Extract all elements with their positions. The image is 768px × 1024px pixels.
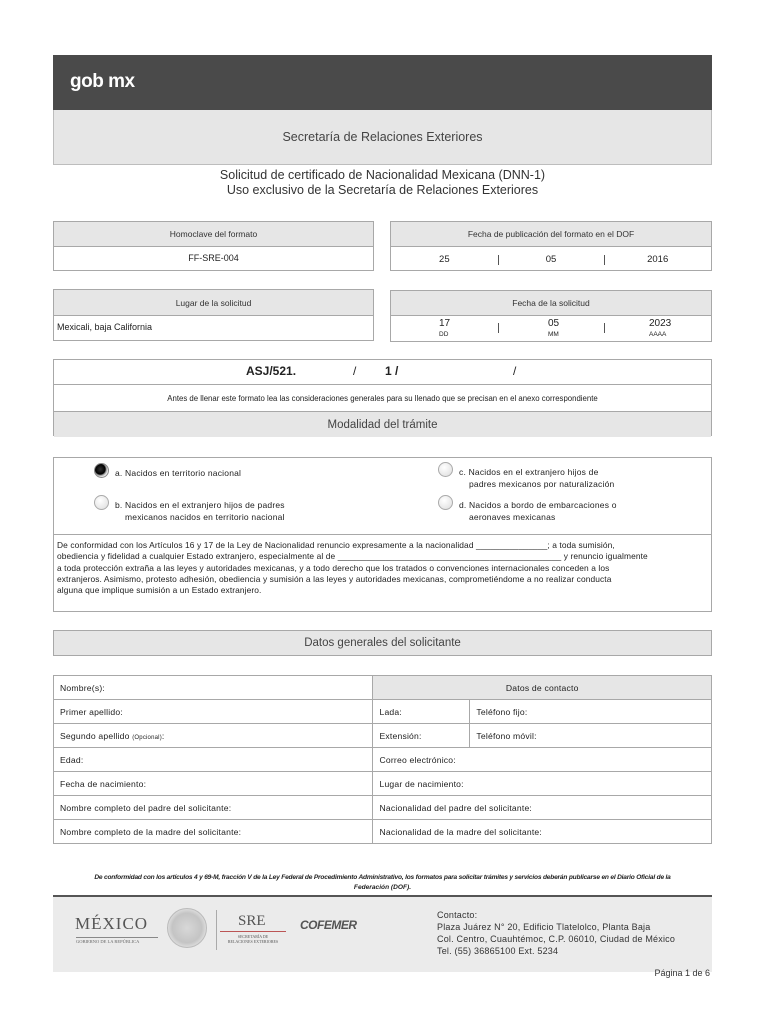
contact-title: Contacto: bbox=[437, 910, 478, 920]
datos-contacto-header: Datos de contacto bbox=[373, 676, 712, 700]
sol-day: 17 bbox=[439, 318, 451, 329]
nombres-field[interactable]: Nombre(s): bbox=[54, 676, 373, 700]
modalidad-box bbox=[53, 457, 712, 612]
lugar-box bbox=[53, 289, 374, 341]
renuncia-declaration: De conformidad con los Artículos 16 y 17 de la Ley de Nacionalidad renuncio expresamente a la nacionalidad _______________; a toda sumisión, obediencia y fidelidad a cualquier Estado extranjero, especialmente al de _______________________________________________ y renuncio igualmente a toda protección extraña a las leyes y autoridades mexicanas, y a todo derecho que los tratados o convenciones internacionales conceden a los extranjeros. Asimismo, protesto adhesión, obediencia y sumisión a las leyes y autoridades mexicanas, comprometiéndome a no realizar conducta alguna que implique sumisión a un Estado extranjero. bbox=[54, 534, 711, 596]
datos-generales-table bbox=[53, 675, 712, 844]
nombre-madre-field[interactable]: Nombre completo de la madre del solicitante: bbox=[54, 820, 373, 844]
modalidad-title: Modalidad del trámite bbox=[54, 411, 711, 437]
option-c-label: c. Nacidos en el extranjero hijos de padres mexicanos por naturalización bbox=[459, 467, 615, 489]
gobmx-logo: gob mx bbox=[70, 71, 135, 92]
option-b-label: b. Nacidos en el extranjero hijos de padres mexicanos nacidos en territorio nacional bbox=[115, 500, 285, 522]
telefono-fijo-field[interactable]: Teléfono fijo: bbox=[470, 700, 712, 724]
sre-logo-sub: SECRETARÍA DE RELACIONES EXTERIORES bbox=[227, 934, 279, 944]
fecha-solicitud-box bbox=[390, 290, 712, 342]
pub-year: 2016 bbox=[647, 254, 669, 265]
radio-option-a[interactable] bbox=[94, 463, 109, 478]
date-separator bbox=[498, 323, 499, 333]
sol-aaaa: AAAA bbox=[649, 331, 667, 338]
date-separator bbox=[604, 323, 605, 333]
aviso-text: Antes de llenar este formato lea las consideraciones generales para su llenado que se precisan en el anexo correspondiente bbox=[167, 393, 598, 403]
page-number: Página 1 de 6 bbox=[654, 968, 710, 978]
sol-year: 2023 bbox=[649, 318, 672, 329]
form-subtitle bbox=[53, 168, 712, 198]
pub-day: 25 bbox=[439, 254, 450, 265]
homoclave-label: Homoclave del formato bbox=[54, 222, 373, 247]
fecha-publicacion-box bbox=[390, 221, 712, 271]
sol-month: 05 bbox=[548, 318, 560, 329]
primer-apellido-field[interactable]: Primer apellido: bbox=[54, 700, 373, 724]
expediente-part1: ASJ/521. bbox=[246, 364, 297, 378]
sol-mm: MM bbox=[548, 331, 559, 338]
secretaria-bar bbox=[53, 110, 712, 165]
option-d-label: d. Nacidos a bordo de embarcaciones o aeronaves mexicanas bbox=[459, 500, 617, 522]
lugar-value: Mexicali, baja California bbox=[57, 322, 153, 332]
coat-of-arms-icon bbox=[167, 908, 207, 948]
option-a-label: a. Nacidos en territorio nacional bbox=[115, 468, 242, 478]
sre-logo: SRE bbox=[238, 913, 266, 929]
nacionalidad-madre-field[interactable]: Nacionalidad de la madre del solicitante: bbox=[373, 820, 712, 844]
gob-header bbox=[53, 55, 712, 110]
correo-field[interactable]: Correo electrónico: bbox=[373, 748, 712, 772]
fecha-solicitud-label: Fecha de la solicitud bbox=[391, 291, 711, 316]
divider bbox=[216, 910, 217, 950]
divider bbox=[220, 931, 286, 932]
radio-option-d[interactable] bbox=[438, 495, 453, 510]
form-title: Solicitud de certificado de Nacionalidad Mexicana (DNN-1) bbox=[219, 168, 546, 182]
fecha-nacimiento-field[interactable]: Fecha de nacimiento: bbox=[54, 772, 373, 796]
homoclave-value: FF-SRE-004 bbox=[188, 253, 239, 263]
contact-phone: Tel. (55) 36865100 Ext. 5234 bbox=[437, 946, 559, 956]
legal-footnote: De conformidad con los artículos 4 y 69-M, fracción V de la Ley Federal de Procedimiento Administrativo, los formatos para solicitar trámites y servicios deberán publicarse en el Diario Oficial de la Federación (DOF). bbox=[94, 874, 671, 891]
form-usage-note: Uso exclusivo de la Secretaría de Relaciones Exteriores bbox=[226, 183, 539, 197]
segundo-apellido-field[interactable]: Segundo apellido (Opcional): bbox=[54, 724, 373, 748]
radio-option-b[interactable] bbox=[94, 495, 109, 510]
lugar-nacimiento-field[interactable]: Lugar de nacimiento: bbox=[373, 772, 712, 796]
sol-dd: DD bbox=[439, 331, 449, 338]
nacionalidad-padre-field[interactable]: Nacionalidad del padre del solicitante: bbox=[373, 796, 712, 820]
lugar-label: Lugar de la solicitud bbox=[54, 290, 373, 316]
mexico-logo: MÉXICO bbox=[75, 914, 149, 933]
footer bbox=[53, 895, 712, 972]
lada-field[interactable]: Lada: bbox=[373, 700, 470, 724]
datos-generales-title: Datos generales del solicitante bbox=[53, 630, 712, 656]
expediente-part2: 1 / bbox=[385, 364, 399, 378]
date-separator bbox=[604, 255, 605, 265]
radio-option-c[interactable] bbox=[438, 462, 453, 477]
contact-colonia: Col. Centro, Cuauhtémoc, C.P. 06010, Ciudad de México bbox=[437, 934, 676, 944]
edad-field[interactable]: Edad: bbox=[54, 748, 373, 772]
mexico-logo-sub: GOBIERNO DE LA REPÚBLICA bbox=[76, 939, 140, 944]
nombre-padre-field[interactable]: Nombre completo del padre del solicitante: bbox=[54, 796, 373, 820]
fecha-publicacion-label: Fecha de publicación del formato en el DOF bbox=[391, 222, 711, 247]
divider bbox=[76, 937, 158, 938]
contact-info bbox=[437, 909, 675, 957]
contact-address: Plaza Juárez N° 20, Edificio Tlatelolco, Planta Baja bbox=[437, 922, 651, 932]
homoclave-box bbox=[53, 221, 374, 271]
cofemer-logo: COFEMER bbox=[300, 918, 357, 932]
expediente-sep1: / bbox=[353, 364, 357, 378]
telefono-movil-field[interactable]: Teléfono móvil: bbox=[470, 724, 712, 748]
expediente-box bbox=[53, 359, 712, 436]
date-separator bbox=[498, 255, 499, 265]
pub-month: 05 bbox=[545, 254, 557, 265]
extension-field[interactable]: Extensión: bbox=[373, 724, 470, 748]
expediente-sep2: / bbox=[513, 364, 517, 378]
secretaria-title: Secretaría de Relaciones Exteriores bbox=[282, 130, 483, 144]
